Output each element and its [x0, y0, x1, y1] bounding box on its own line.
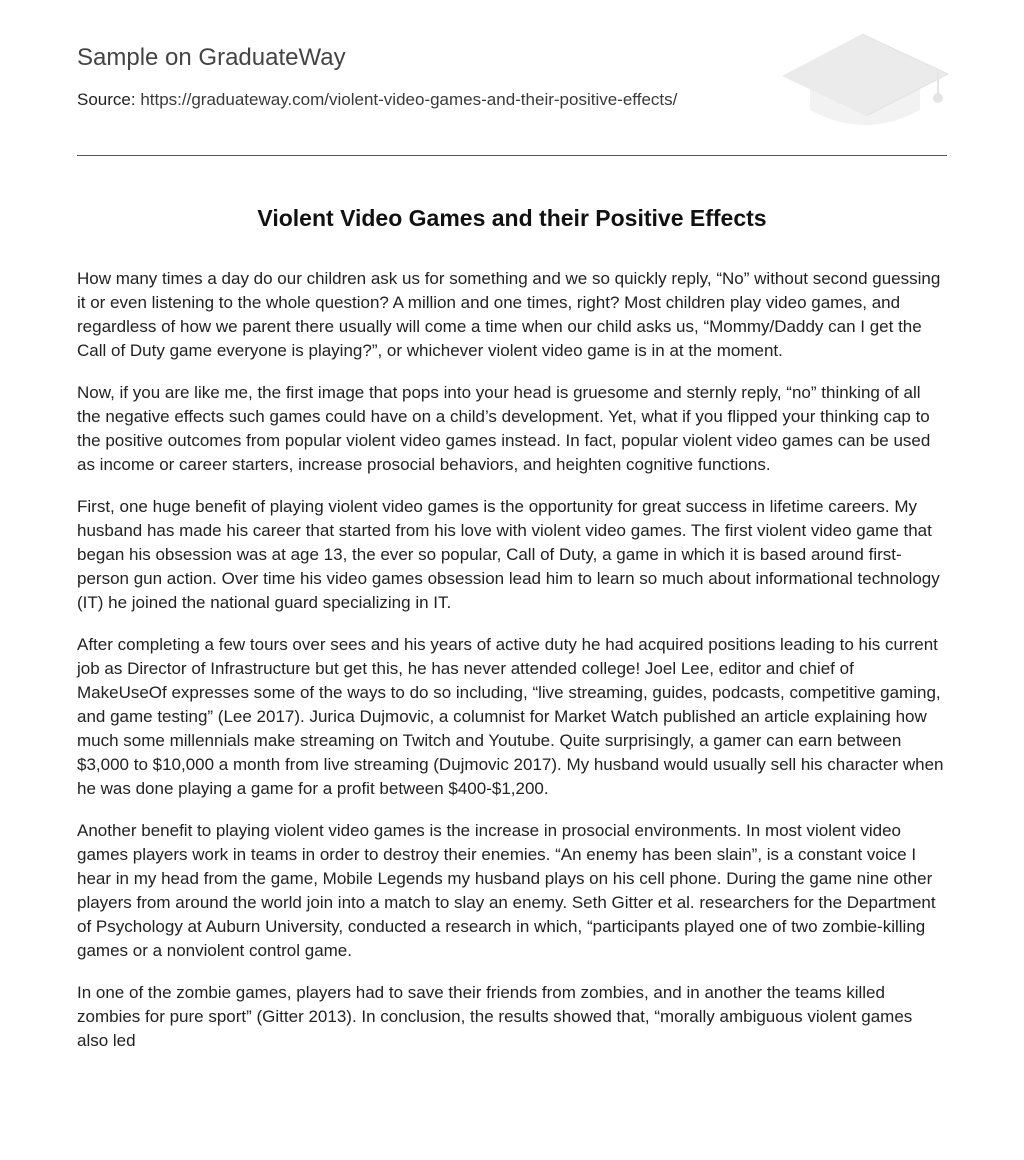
- graduation-cap-icon: [780, 28, 950, 136]
- paragraph: In one of the zombie games, players had to save their friends from zombies, and in another the teams killed zombies for pure sport” (Gitter 2013). In conclusion, the results showed that, “morally ambiguous violent games also led: [77, 983, 913, 1050]
- paragraph: After completing a few tours over sees and his years of active duty he had acquired positions leading to his current job as Director of Infrastructure but get this, he has never attended college! Joel Lee, editor and chief of MakeUseOf expresses some of the ways to do so including, “live streaming, guides, podcasts, competitive gaming, and game testing” (Lee 2017). Jurica Dujmovic, a columnist for Market Watch published an article explaining how much some millennials make streaming on Twitch and Youtube. Quite surprisingly, a gamer can earn between $3,000 to $10,000 a month from live streaming (Dujmovic 2017). My husband would usually sell his character when he was done playing a game for a profit between $400-$1,200.: [77, 635, 944, 798]
- page-header: [77, 0, 947, 156]
- paragraph: Now, if you are like me, the first image that pops into your head is gruesome and sternly reply, “no” thinking of all the negative effects such games could have on a child’s development. Yet, what if you flipped your thinking cap to the positive outcomes from popular violent video games instead. In fact, popular violent video games can be used as income or career starters, increase prosocial behaviors, and heighten cognitive functions.: [77, 383, 931, 474]
- site-title: Sample on GraduateWay: [77, 44, 346, 71]
- source-line: [77, 90, 677, 110]
- paragraph: First, one huge benefit of playing violent video games is the opportunity for great success in lifetime careers. My husband has made his career that started from his love with violent video games. The first violent video game that began his obsession was at age 13, the ever so popular, Call of Duty, a game in which it is based around first-person gun action. Over time his video games obsession lead him to learn so much about informational technology (IT) he joined the national guard specializing in IT.: [77, 497, 940, 612]
- source-label: Source:: [77, 90, 136, 109]
- source-link[interactable]: https://graduateway.com/violent-video-games-and-their-positive-effects/: [140, 90, 678, 109]
- document-body: [77, 267, 947, 1071]
- paragraph: How many times a day do our children ask us for something and we so quickly reply, “No” without second guessing it or even listening to the whole question? A million and one times, right? Most children play video games, and regardless of how we parent there usually will come a time when our child asks us, “Mommy/Daddy can I get the Call of Duty game everyone is playing?”, or whichever violent video game is in at the moment.: [77, 269, 941, 360]
- paragraph: Another benefit to playing violent video games is the increase in prosocial environments. In most violent video games players work in teams in order to destroy their enemies. “An enemy has been slain”, is a constant voice I hear in my head from the game, Mobile Legends my husband plays on his cell phone. During the game nine other players from around the world join into a match to slay an enemy. Seth Gitter et al. researchers for the Department of Psychology at Auburn University, conducted a research in which, “participants played one of two zombie-killing games or a nonviolent control game.: [77, 821, 936, 960]
- document-title: Violent Video Games and their Positive Effects: [257, 205, 767, 231]
- header-divider: [77, 155, 947, 156]
